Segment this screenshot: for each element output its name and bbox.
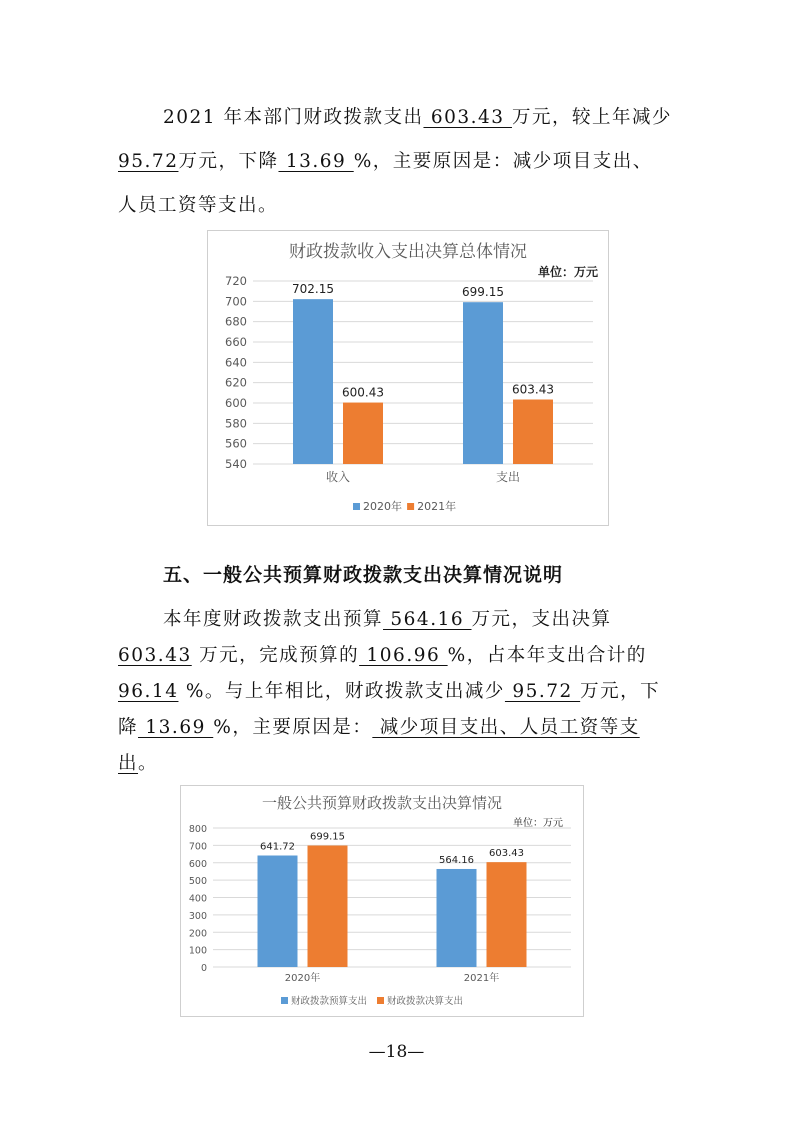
y-tick-label: 600 xyxy=(188,858,207,870)
paragraph-1-line-2 xyxy=(118,140,678,184)
y-tick-label: 600 xyxy=(225,396,247,410)
data-label: 564.16 xyxy=(439,854,474,866)
bar-2020年-支出 xyxy=(463,302,503,464)
chart-2-canvas xyxy=(181,786,583,1016)
bar-财政拨款预算支出-2020年 xyxy=(258,856,298,967)
y-tick-label: 200 xyxy=(188,928,207,940)
text: 万元，下 xyxy=(580,681,661,702)
legend-label: 财政拨款预算支出 xyxy=(291,996,368,1007)
chart-income-expense xyxy=(207,230,609,526)
data-label: 702.15 xyxy=(292,282,334,297)
y-tick-label: 640 xyxy=(225,355,247,370)
y-tick-label: 700 xyxy=(188,841,207,853)
legend-swatch xyxy=(353,503,360,510)
y-tick-label: 0 xyxy=(200,963,207,974)
page-number: —18— xyxy=(368,1042,425,1062)
final-amount: 603.43 xyxy=(118,645,192,666)
y-tick-label: 100 xyxy=(188,945,207,957)
data-label: 641.72 xyxy=(260,841,295,853)
x-category-label: 支出 xyxy=(495,470,521,484)
text: 万元，较上年减少 xyxy=(511,107,672,128)
y-tick-label: 660 xyxy=(225,335,247,349)
legend-swatch xyxy=(281,997,288,1004)
bar-财政拨款决算支出-2020年 xyxy=(308,846,348,967)
percent: 13.69 xyxy=(278,151,354,172)
text: %，主要原因是： xyxy=(213,717,373,738)
bar-财政拨款决算支出-2021年 xyxy=(487,862,527,967)
y-tick-label: 400 xyxy=(188,893,207,905)
paragraph-1-line-3 xyxy=(118,184,678,228)
share-percent: 96.14 xyxy=(118,681,179,702)
text: %，主要原因是：减少项目支出、 xyxy=(353,151,653,172)
chart-unit: 单位：万元 xyxy=(537,265,598,279)
data-label: 699.15 xyxy=(462,285,504,300)
text: 降 xyxy=(118,717,139,738)
legend-label: 2021年 xyxy=(417,500,457,513)
y-tick-label: 720 xyxy=(225,274,247,288)
legend-label: 财政拨款决算支出 xyxy=(387,996,464,1007)
data-label: 603.43 xyxy=(489,848,524,860)
y-tick-label: 800 xyxy=(188,824,207,835)
x-category-label: 收入 xyxy=(325,470,351,484)
section-heading: 五、一般公共预算财政拨款支出决算情况说明 xyxy=(163,564,564,586)
amount: 603.43 xyxy=(423,107,512,128)
data-label: 699.15 xyxy=(310,831,345,843)
y-tick-label: 620 xyxy=(225,375,247,390)
y-tick-label: 300 xyxy=(188,910,207,922)
chart-title: 一般公共预算财政拨款支出决算情况 xyxy=(261,794,503,812)
paragraph-1 xyxy=(163,96,683,140)
y-tick-label: 560 xyxy=(225,436,247,451)
data-label: 603.43 xyxy=(512,382,554,397)
text: 。 xyxy=(138,753,159,774)
decrease-percent: 13.69 xyxy=(138,717,214,738)
bar-财政拨款预算支出-2021年 xyxy=(437,869,477,967)
legend-swatch xyxy=(407,503,414,510)
text: 人员工资等支出。 xyxy=(118,195,279,216)
data-label: 600.43 xyxy=(342,385,384,400)
chart-1-canvas xyxy=(208,231,608,525)
y-tick-label: 700 xyxy=(225,294,247,309)
x-category-label: 2020年 xyxy=(284,973,321,984)
y-tick-label: 680 xyxy=(225,314,247,329)
text: %。与上年相比，财政拨款支出减少 xyxy=(178,681,505,702)
y-tick-label: 540 xyxy=(225,457,247,471)
paragraph-2-line-5 xyxy=(118,742,678,786)
text: 2021 年本部门财政拨款支出 xyxy=(163,107,424,128)
x-category-label: 2021年 xyxy=(463,973,500,984)
bar-2021年-支出 xyxy=(513,400,553,464)
y-tick-label: 580 xyxy=(225,416,247,431)
text: 万元，下降 xyxy=(178,151,279,172)
text: %，占本年支出合计的 xyxy=(447,645,647,666)
decrease-amount: 95.72 xyxy=(118,151,179,172)
bar-2021年-收入 xyxy=(343,403,383,464)
text: 万元，完成预算的 xyxy=(191,645,360,666)
legend-label: 2020年 xyxy=(363,500,402,513)
chart-general-budget xyxy=(180,785,584,1017)
text: 万元，支出决算 xyxy=(471,609,612,630)
y-tick-label: 500 xyxy=(188,876,207,888)
chart-unit: 单位：万元 xyxy=(513,818,563,829)
completion-rate: 106.96 xyxy=(359,645,448,666)
legend-swatch xyxy=(377,997,384,1004)
bar-2020年-收入 xyxy=(293,299,333,464)
chart-title: 财政拨款收入支出决算总体情况 xyxy=(289,242,527,262)
reason-cont: 出 xyxy=(118,753,139,774)
decrease-amount: 95.72 xyxy=(504,681,581,702)
reason: 减少项目支出、人员工资等支 xyxy=(372,717,640,738)
budget-amount: 564.16 xyxy=(383,609,472,630)
text: 本年度财政拨款支出预算 xyxy=(163,609,384,630)
